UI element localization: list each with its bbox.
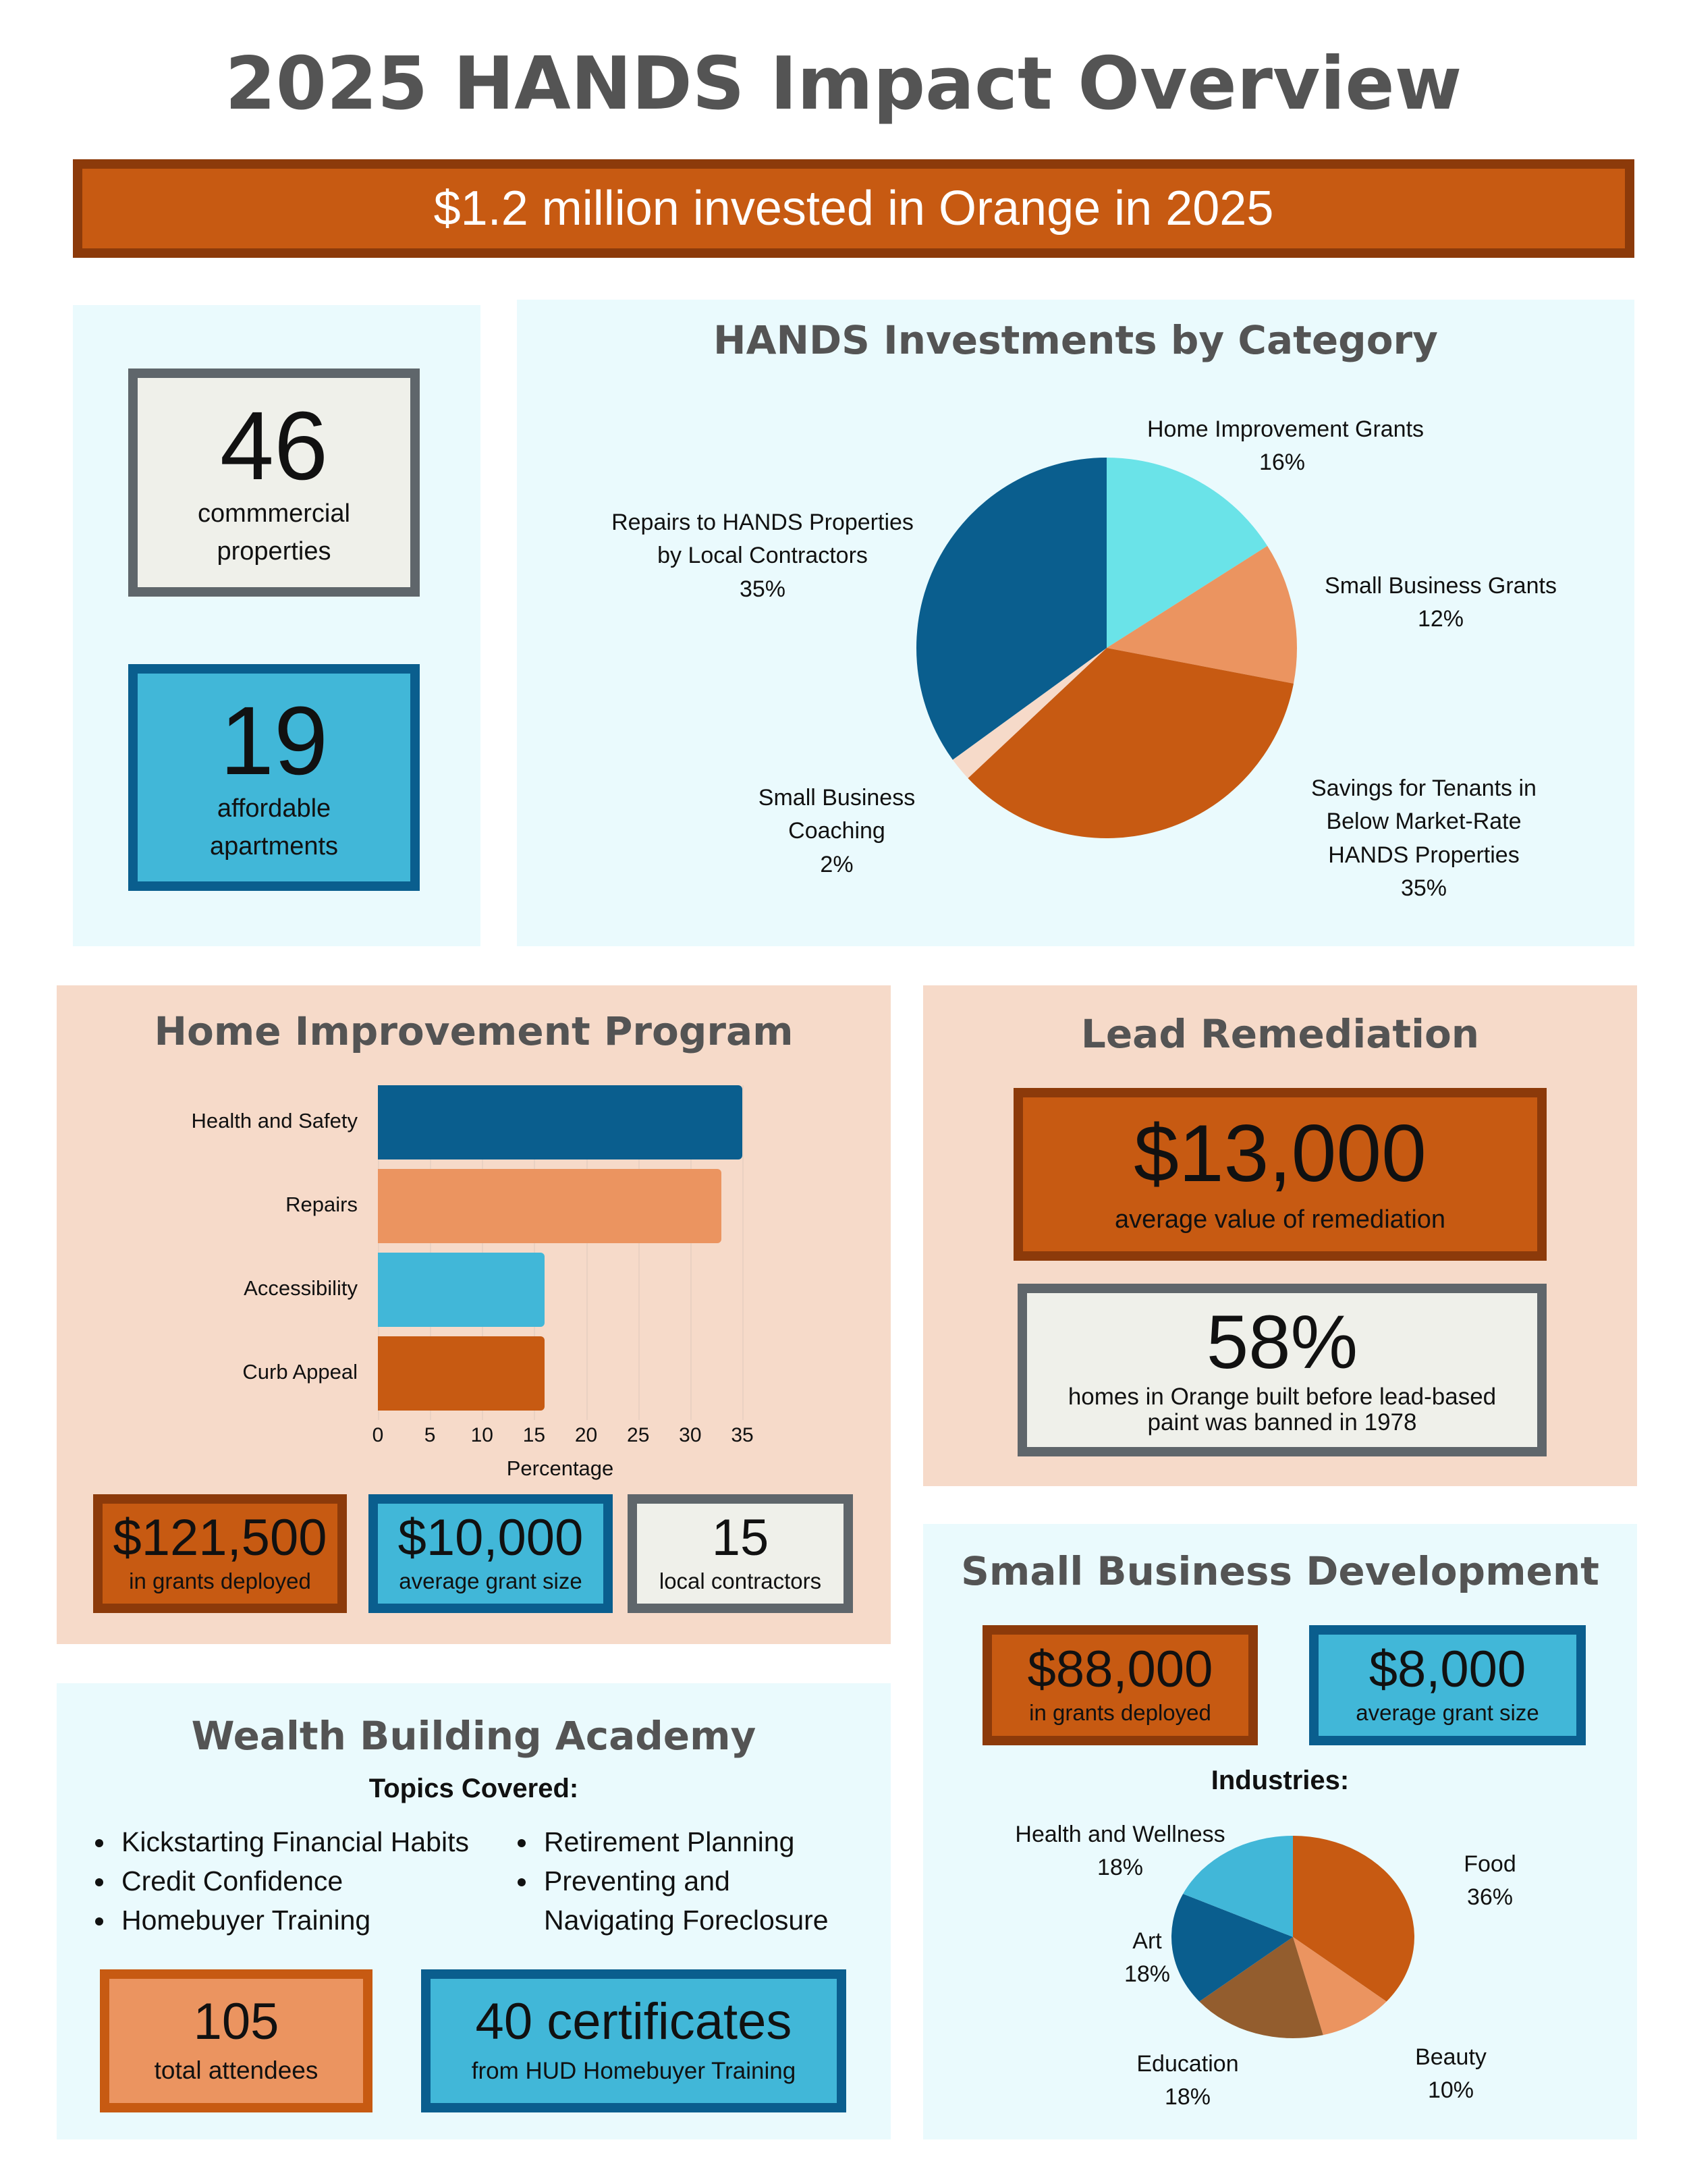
x-tick-label: 25 (627, 1424, 650, 1446)
topic-item: • Homebuyer Training (116, 1901, 517, 1940)
investments-title: HANDS Investments by Category (713, 317, 1438, 363)
hi-grants-deployed-value: $121,500 (113, 1509, 327, 1567)
affordable-apartments-stat (128, 664, 420, 891)
pie-label-savings: Savings for Tenants in Below Market-Rate HANDS Properties 35% (1311, 775, 1537, 901)
pie-label-coaching: Small Business Coaching 2% (758, 785, 916, 877)
commercial-properties-label: commmercial (198, 499, 350, 528)
total-attendees-stat (100, 1969, 372, 2112)
hi-local-contractors-value: 15 (711, 1509, 769, 1567)
small-business-title: Small Business Development (961, 1548, 1599, 1594)
pie-label-small-business-grants: Small Business Grants 12% (1325, 573, 1557, 632)
sb-average-grant-value: $8,000 (1368, 1641, 1526, 1699)
topic-item: • Retirement Planning (538, 1822, 885, 1861)
investment-banner (73, 159, 1634, 258)
hi-local-contractors-stat (628, 1494, 853, 1613)
bar-health-and-safety (378, 1085, 742, 1159)
x-tick-label: 20 (574, 1424, 598, 1446)
topics-list-col2 (507, 1822, 885, 1940)
investments-pie-chart (904, 445, 1309, 850)
lead-average-value-stat (1014, 1088, 1547, 1261)
hi-local-contractors-label: local contractors (659, 1568, 822, 1594)
bar-accessibility (378, 1253, 545, 1327)
topic-item: • Kickstarting Financial Habits (116, 1822, 517, 1861)
sb-grants-deployed-value: $88,000 (1027, 1641, 1213, 1699)
hi-grants-deployed-label: in grants deployed (129, 1568, 311, 1594)
home-improvement-title: Home Improvement Program (154, 1008, 794, 1054)
commercial-properties-label-2: properties (217, 537, 331, 566)
industry-label-health-and-wellness: Health and Wellness 18% (1015, 1822, 1225, 1881)
topic-item: • Credit Confidence (116, 1861, 517, 1901)
commercial-properties-stat (128, 368, 420, 597)
industries-title: Industries: (1211, 1766, 1350, 1795)
total-attendees-value: 105 (193, 1992, 279, 2050)
x-tick-label: 5 (424, 1424, 436, 1446)
sb-grants-deployed-stat (983, 1625, 1258, 1745)
affordable-apartments-label: affordable (217, 794, 331, 823)
hi-average-grant-value: $10,000 (397, 1509, 584, 1567)
affordable-apartments-count: 19 (219, 686, 329, 796)
lead-average-value: $13,000 (1134, 1108, 1427, 1199)
total-attendees-label: total attendees (154, 2056, 319, 2084)
sb-average-grant-stat (1309, 1625, 1586, 1745)
lead-homes-pct-label: homes in Orange built before lead-based (1068, 1383, 1497, 1410)
gridline (742, 1085, 744, 1420)
category-label: Curb Appeal (242, 1360, 358, 1384)
industry-label-art: Art 18% (1124, 1928, 1171, 1988)
commercial-properties-count: 46 (219, 391, 329, 501)
page-title: 2025 HANDS Impact Overview (225, 42, 1462, 126)
wealth-academy-title: Wealth Building Academy (191, 1713, 756, 1759)
hi-average-grant-label: average grant size (399, 1568, 582, 1594)
hi-average-grant-stat (368, 1494, 613, 1613)
x-tick-label: 0 (372, 1424, 384, 1446)
bar-curb-appeal (378, 1336, 545, 1411)
lead-homes-pct-label-2: paint was banned in 1978 (1147, 1409, 1417, 1436)
topic-item: • Preventing and Navigating Foreclosure (538, 1861, 885, 1940)
lead-homes-pct-stat (1018, 1284, 1547, 1456)
category-label: Health and Safety (191, 1109, 358, 1132)
lead-homes-pct-value: 58% (1206, 1299, 1358, 1384)
hud-certificates-label: from HUD Homebuyer Training (471, 2058, 796, 2084)
lead-remediation-title: Lead Remediation (1080, 1011, 1480, 1057)
hud-certificates-value: 40 certificates (475, 1993, 792, 2050)
banner-text: $1.2 million invested in Orange in 2025 (433, 182, 1274, 236)
topics-list-col1 (85, 1822, 517, 1940)
category-label: Accessibility (244, 1276, 358, 1300)
industry-label-food: Food 36% (1464, 1851, 1516, 1911)
x-axis-label: Percentage (506, 1456, 614, 1480)
pie-label-home-improvement: Home Improvement Grants 16% (1147, 416, 1425, 476)
affordable-apartments-label-2: apartments (209, 832, 339, 861)
pie-label-repairs: Repairs to HANDS Properties by Local Contractors 35% (611, 510, 914, 602)
x-tick-label: 35 (731, 1424, 754, 1446)
industry-label-education: Education 18% (1136, 2051, 1239, 2110)
sb-average-grant-label: average grant size (1356, 1700, 1539, 1726)
sb-grants-deployed-label: in grants deployed (1029, 1700, 1211, 1726)
category-label: Repairs (285, 1193, 358, 1216)
hi-grants-deployed-stat (93, 1494, 347, 1613)
home-improvement-bar-chart (169, 1073, 810, 1492)
hud-certificates-stat (421, 1969, 846, 2112)
x-tick-label: 10 (470, 1424, 493, 1446)
lead-average-label: average value of remediation (1114, 1205, 1446, 1234)
topics-title: Topics Covered: (368, 1774, 579, 1803)
bar-repairs (378, 1169, 721, 1243)
x-tick-label: 30 (679, 1424, 702, 1446)
industry-label-beauty: Beauty 10% (1415, 2044, 1487, 2104)
x-tick-label: 15 (522, 1424, 546, 1446)
